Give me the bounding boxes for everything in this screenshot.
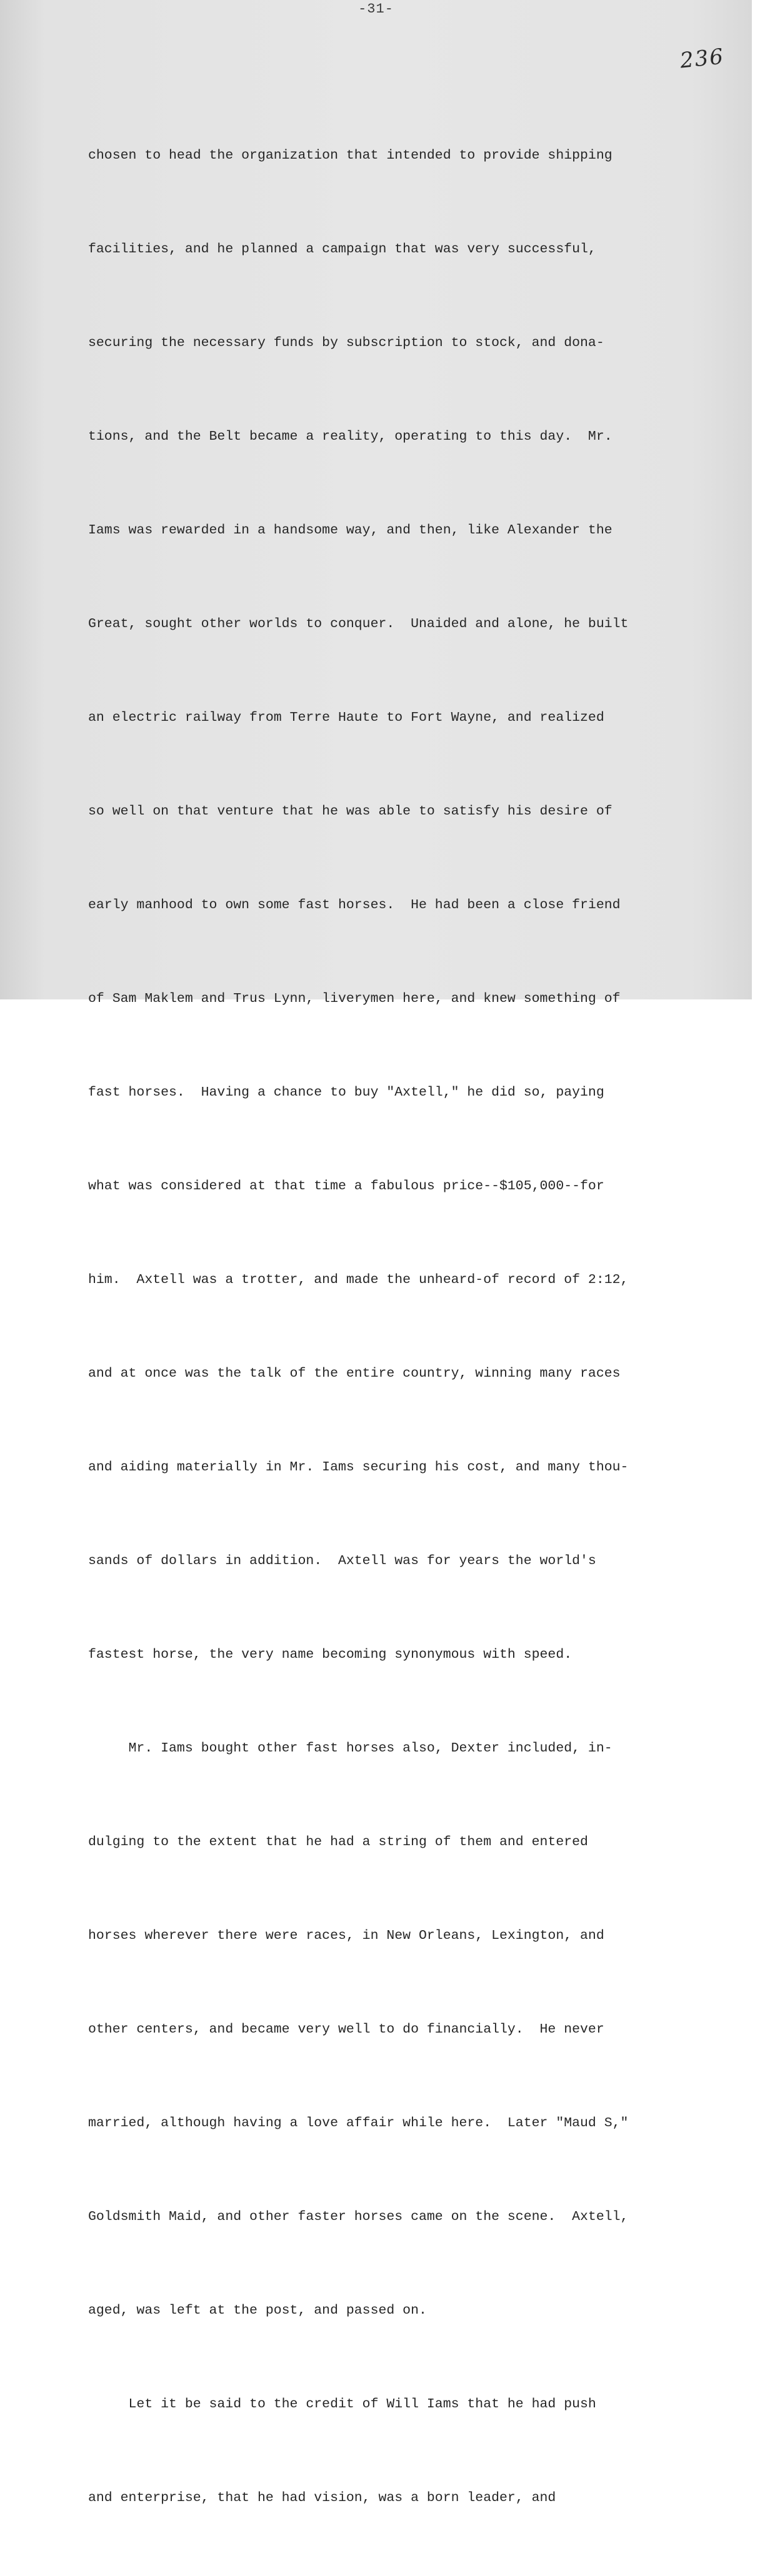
text-line: Great, sought other worlds to conquer. Unaided and alone, he built	[88, 617, 629, 632]
text-line: Let it be said to the credit of Will Iams that he had push	[88, 2397, 596, 2412]
text-line: and aiding materially in Mr. Iams securing his cost, and many thou-	[88, 1460, 629, 1475]
body-text	[88, 77, 713, 2576]
text-line: and enterprise, that he had vision, was a born leader, and	[88, 2490, 556, 2505]
page-number: -31-	[358, 1, 394, 17]
text-line: securing the necessary funds by subscription to stock, and dona-	[88, 335, 604, 350]
text-line: dulging to the extent that he had a string of them and entered	[88, 1835, 588, 1850]
text-line: and at once was the talk of the entire country, winning many races	[88, 1366, 621, 1381]
text-line: him. Axtell was a trotter, and made the unheard-of record of 2:12,	[88, 1272, 629, 1287]
handwritten-page-number: 236	[679, 44, 726, 74]
text-line: what was considered at that time a fabulous price--$105,000--for	[88, 1179, 604, 1194]
text-line: married, although having a love affair while here. Later "Maud S,"	[88, 2116, 629, 2131]
text-line: horses wherever there were races, in New Orleans, Lexington, and	[88, 1928, 604, 1943]
text-line: fastest horse, the very name becoming synonymous with speed.	[88, 1647, 572, 1662]
text-line: facilities, and he planned a campaign that was very successful,	[88, 242, 596, 257]
text-line: so well on that venture that he was able to satisfy his desire of	[88, 804, 612, 819]
text-line: early manhood to own some fast horses. He had been a close friend	[88, 898, 621, 913]
text-line: chosen to head the organization that intended to provide shipping	[88, 148, 612, 163]
text-line: sands of dollars in addition. Axtell was for years the world's	[88, 1553, 596, 1568]
text-line: an electric railway from Terre Haute to Fort Wayne, and realized	[88, 710, 604, 725]
text-line: other centers, and became very well to do financially. He never	[88, 2022, 604, 2037]
text-line: Iams was rewarded in a handsome way, and then, like Alexander the	[88, 523, 612, 538]
text-line: Mr. Iams bought other fast horses also, Dexter included, in-	[88, 1741, 612, 1756]
text-line: of Sam Maklem and Trus Lynn, liverymen here, and knew something of	[88, 991, 621, 1006]
text-line: fast horses. Having a chance to buy "Axtell," he did so, paying	[88, 1085, 604, 1100]
text-line: aged, was left at the post, and passed on.	[88, 2303, 427, 2318]
text-line: Goldsmith Maid, and other faster horses came on the scene. Axtell,	[88, 2209, 629, 2224]
scan-margin	[752, 0, 760, 999]
text-line: tions, and the Belt became a reality, operating to this day. Mr.	[88, 429, 612, 444]
